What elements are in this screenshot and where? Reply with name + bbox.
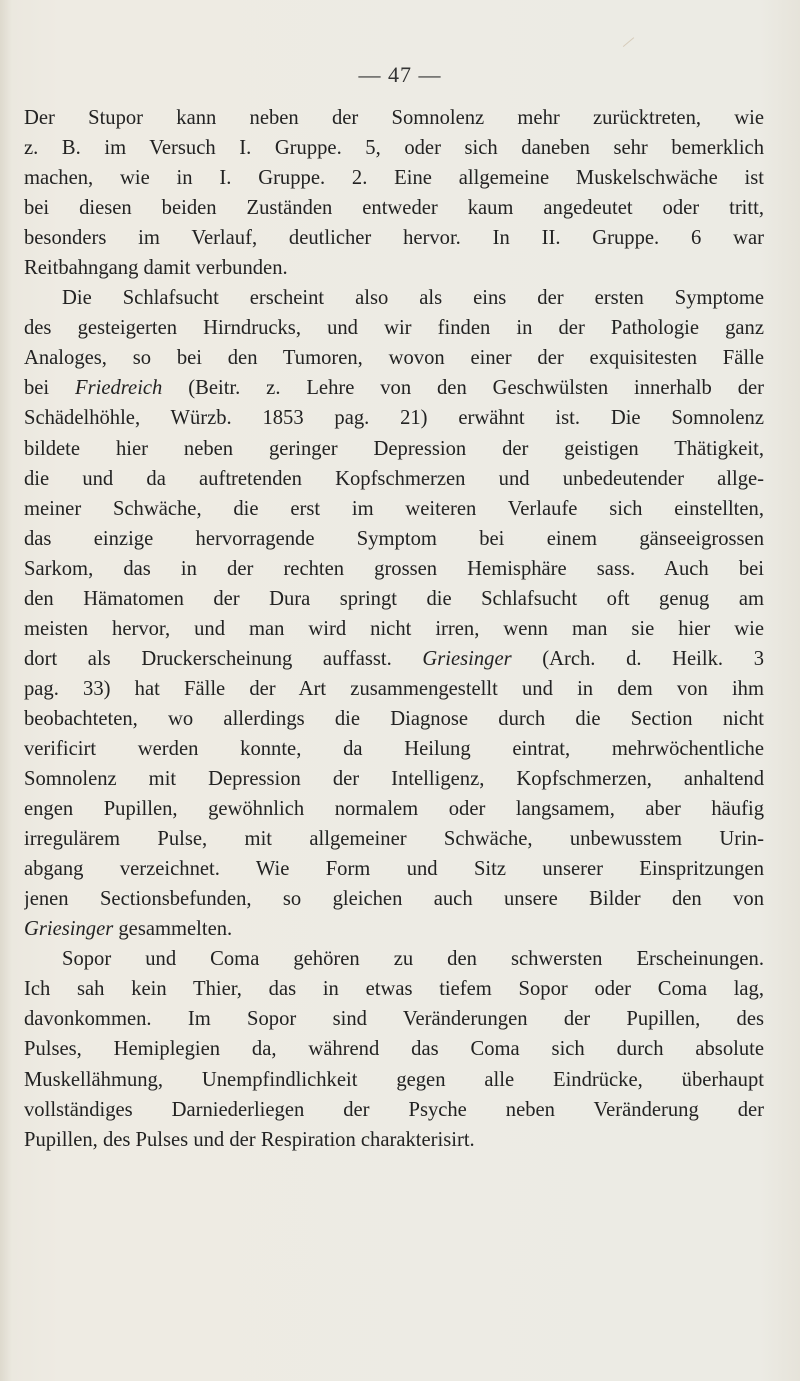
text-line: Analoges, so bei den Tumoren, wovon einer der exquisitesten Fälle [24, 347, 764, 370]
text-line: irregulärem Pulse, mit allgemeiner Schwäche, unbewusstem Urin- [24, 828, 764, 851]
text-line: Die Schlafsucht erscheint also als eins der ersten Symptome [62, 287, 764, 310]
text-line: Pupillen, des Pulses und der Respiration charakterisirt. [24, 1128, 475, 1151]
text-line: Der Stupor kann neben der Somnolenz mehr zurücktreten, wie [24, 107, 764, 129]
text-line: bildete hier neben geringer Depression der geistigen Thätigkeit, [24, 437, 764, 460]
text-line: pag. 33) hat Fälle der Art zusammengestellt und in dem von ihm [24, 677, 764, 700]
text-line: Reitbahngang damit verbunden. [24, 257, 288, 280]
text-line: die und da auftretenden Kopfschmerzen und unbedeutender allge- [24, 467, 764, 490]
page-number: — 47 — [358, 62, 442, 87]
text-line: Muskellähmung, Unempfindlichkeit gegen alle Eindrücke, überhaupt [24, 1068, 764, 1091]
text-line: machen, wie in I. Gruppe. 2. Eine allgemeine Muskelschwäche ist [24, 167, 764, 190]
text-line: bei Friedreich (Beitr. z. Lehre von den Geschwülsten innerhalb der [24, 377, 764, 400]
text-line: abgang verzeichnet. Wie Form und Sitz unserer Einspritzungen [24, 858, 764, 881]
text-line: Schädelhöhle, Würzb. 1853 pag. 21) erwähnt ist. Die Somnolenz [24, 407, 764, 430]
text-line: beobachteten, wo allerdings die Diagnose durch die Section nicht [24, 707, 764, 730]
paper-mark [623, 37, 643, 57]
text-line: Griesinger gesammelten. [24, 918, 233, 941]
text-line: engen Pupillen, gewöhnlich normalem oder langsamem, aber häufig [24, 798, 764, 821]
text-line: den Hämatomen der Dura springt die Schlafsucht oft genug am [24, 587, 764, 610]
text-line: bei diesen beiden Zuständen entweder kaum angedeutet oder tritt, [24, 197, 764, 220]
body-text [24, 103, 764, 1155]
text-line: dort als Druckerscheinung auffasst. Griesinger (Arch. d. Heilk. 3 [24, 647, 764, 670]
text-line: Pulses, Hemiplegien da, während das Coma sich durch absolute [24, 1038, 764, 1061]
text-line: Ich sah kein Thier, das in etwas tiefem Sopor oder Coma lag, [24, 978, 764, 1001]
text-line: besonders im Verlauf, deutlicher hervor. In II. Gruppe. 6 war [24, 227, 764, 250]
text-line: davonkommen. Im Sopor sind Veränderungen der Pupillen, des [24, 1008, 764, 1031]
text-line: jenen Sectionsbefunden, so gleichen auch unsere Bilder den von [24, 888, 764, 911]
text-line: verificirt werden konnte, da Heilung eintrat, mehrwöchentliche [24, 737, 764, 760]
text-line: vollständiges Darniederliegen der Psyche neben Veränderung der [24, 1098, 764, 1121]
text-line: meiner Schwäche, die erst im weiteren Verlaufe sich einstellten, [24, 497, 764, 520]
text-line: z. B. im Versuch I. Gruppe. 5, oder sich daneben sehr bemerklich [24, 137, 764, 160]
text-line: das einzige hervorragende Symptom bei einem gänseeigrossen [24, 527, 764, 550]
text-line: des gesteigerten Hirndrucks, und wir finden in der Pathologie ganz [24, 317, 764, 340]
text-line: meisten hervor, und man wird nicht irren, wenn man sie hier wie [24, 617, 764, 640]
text-line: Sarkom, das in der rechten grossen Hemisphäre sass. Auch bei [24, 557, 764, 580]
text-line: Sopor und Coma gehören zu den schwersten Erscheinungen. [62, 948, 764, 971]
text-line: Somnolenz mit Depression der Intelligenz, Kopfschmerzen, anhaltend [24, 768, 764, 791]
